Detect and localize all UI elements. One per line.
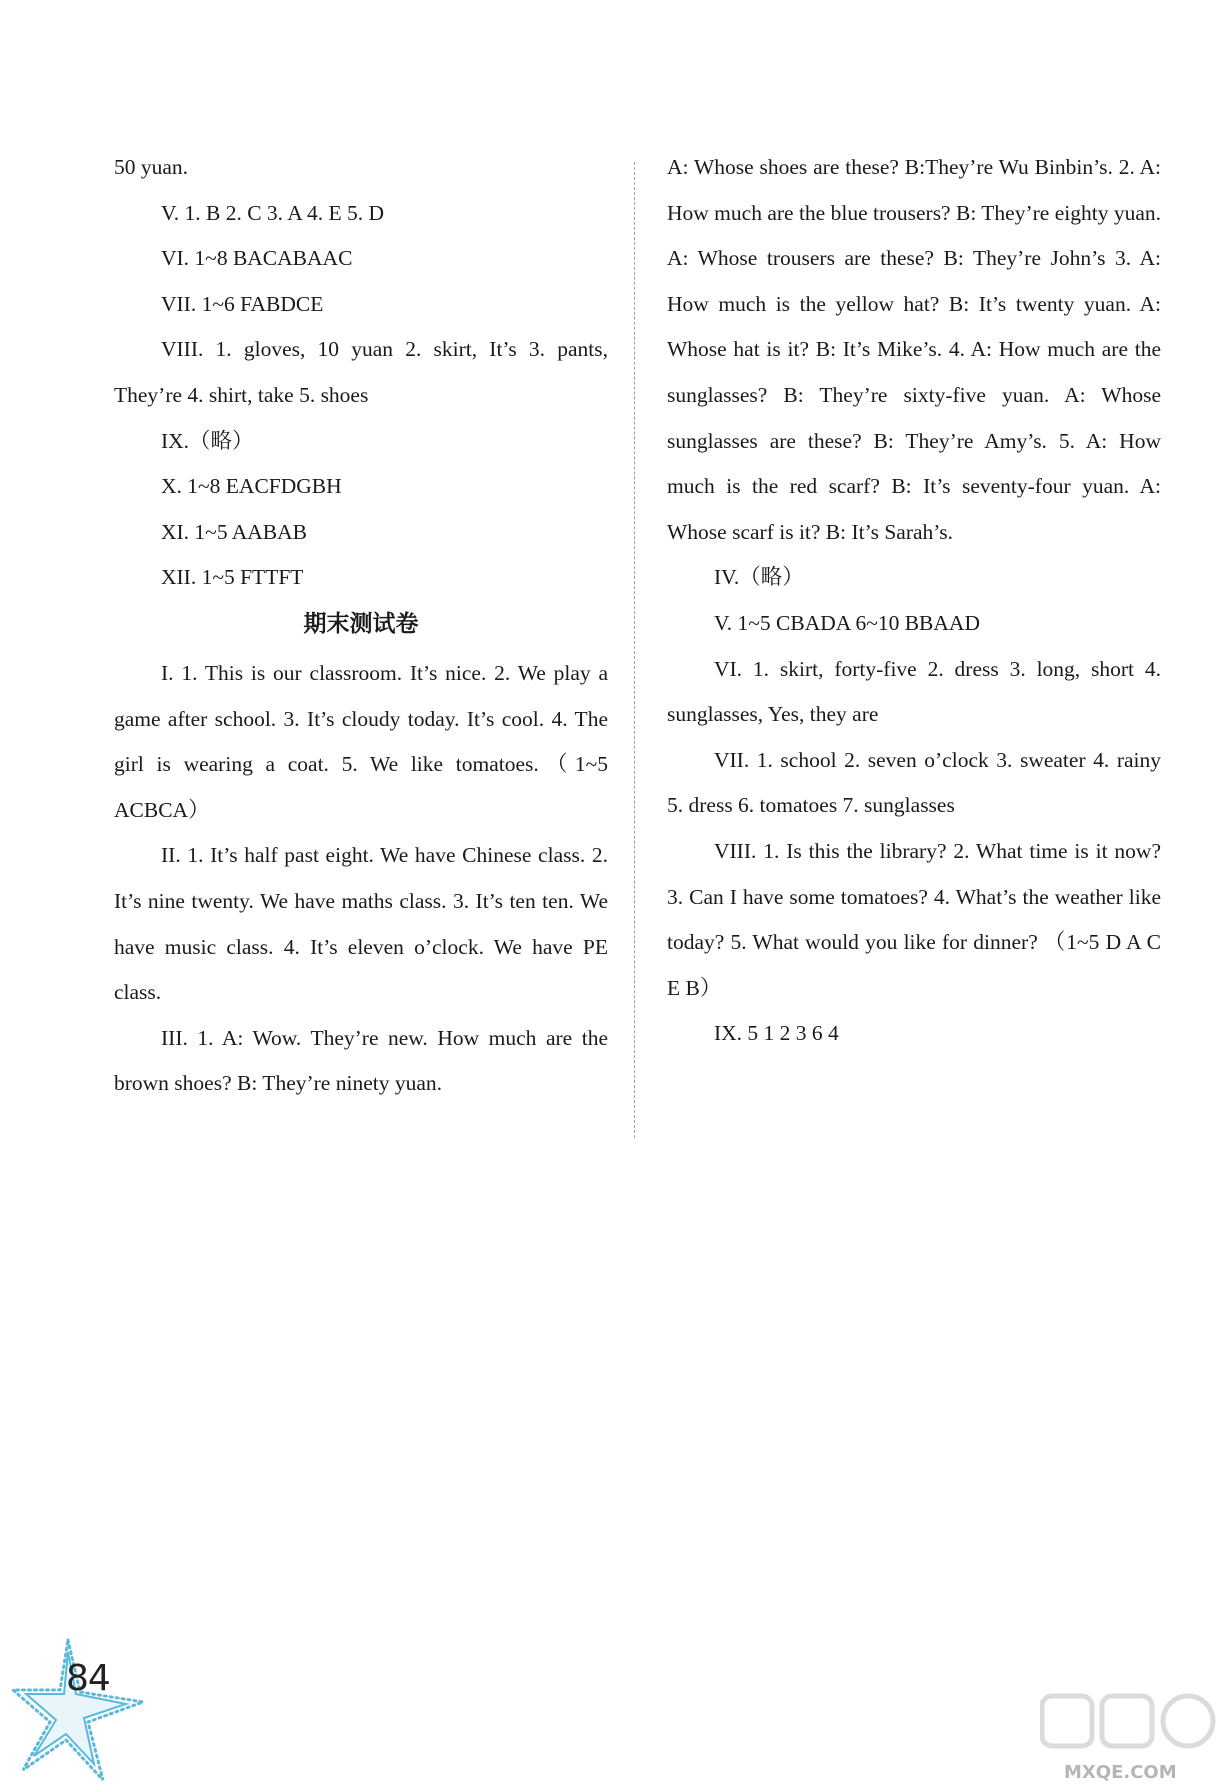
answer-line: IX.（略） xyxy=(161,428,254,453)
answer-line: XI. 1~5 AABAB xyxy=(161,519,308,544)
watermark-logo-icon xyxy=(1040,1690,1220,1760)
page-number: 84 xyxy=(66,1658,110,1699)
answer-paragraph: II. 1. It’s half past eight. We have Chinese class. 2. It’s nine twenty. We have maths class. 3. It’s ten ten. We have music class. 4. It’s eleven o’clock. We have PE class. xyxy=(114,843,608,1005)
answer-paragraph: VIII. 1. gloves, 10 yuan 2. skirt, It’s 3. pants, They’re 4. shirt, take 5. shoes xyxy=(114,337,608,407)
column-divider xyxy=(634,162,635,1138)
answer-line: X. 1~8 EACFDGBH xyxy=(161,474,342,499)
answer-line: IV.（略） xyxy=(714,565,804,590)
left-column xyxy=(114,145,608,1107)
answer-line: VII. 1~6 FABDCE xyxy=(161,291,324,316)
answer-line: V. 1. B 2. C 3. A 4. E 5. D xyxy=(161,200,384,225)
answer-paragraph: VI. 1. skirt, forty-five 2. dress 3. long, short 4. sunglasses, Yes, they are xyxy=(667,656,1161,727)
answer-line: IX. 5 1 2 3 6 4 xyxy=(714,1021,839,1046)
answer-paragraph: VII. 1. school 2. seven o’clock 3. sweater 4. rainy 5. dress 6. tomatoes 7. sunglasses xyxy=(667,747,1161,818)
watermark-text: MXQE.COM xyxy=(1064,1762,1177,1783)
answer-paragraph: A: Whose shoes are these? B:They’re Wu Binbin’s. 2. A: How much are the blue trousers? B: They’re eighty yuan. A: Whose trousers are these? B: They’re John’s 3. A: How much is the yellow hat? B: It’s twenty yuan. A: Whose hat is it? B: It’s Mike’s. 4. A: How much are the sunglasses? B: They’re sixty-five yuan. A: Whose sunglasses are these? B: They’re Amy’s. 5. A: How much is the red scarf? B: It’s seventy-four yuan. A: Whose scarf is it? B: It’s Sarah’s. xyxy=(667,155,1161,544)
right-column xyxy=(667,145,1161,1057)
answer-paragraph: I. 1. This is our classroom. It’s nice. 2. We play a game after school. 3. It’s cloudy today. It’s cool. 4. The girl is wearing a coat. 5. We like tomatoes.（1~5 ACBCA） xyxy=(114,660,608,822)
answer-line: V. 1~5 CBADA 6~10 BBAAD xyxy=(714,610,980,635)
starfish-icon xyxy=(8,1630,158,1790)
answer-paragraph: III. 1. A: Wow. They’re new. How much are the brown shoes? B: They’re ninety yuan. xyxy=(114,1025,608,1096)
answer-line: VI. 1~8 BACABAAC xyxy=(161,246,353,271)
section-title: 期末测试卷 xyxy=(303,610,419,637)
answer-line: 50 yuan. xyxy=(114,155,189,179)
answer-paragraph: VIII. 1. Is this the library? 2. What time is it now? 3. Can I have some tomatoes? 4. What’s the weather like today? 5. What would you like for dinner? （1~5 D A C E B） xyxy=(667,838,1161,1000)
answer-line: XII. 1~5 FTTFT xyxy=(161,565,304,590)
